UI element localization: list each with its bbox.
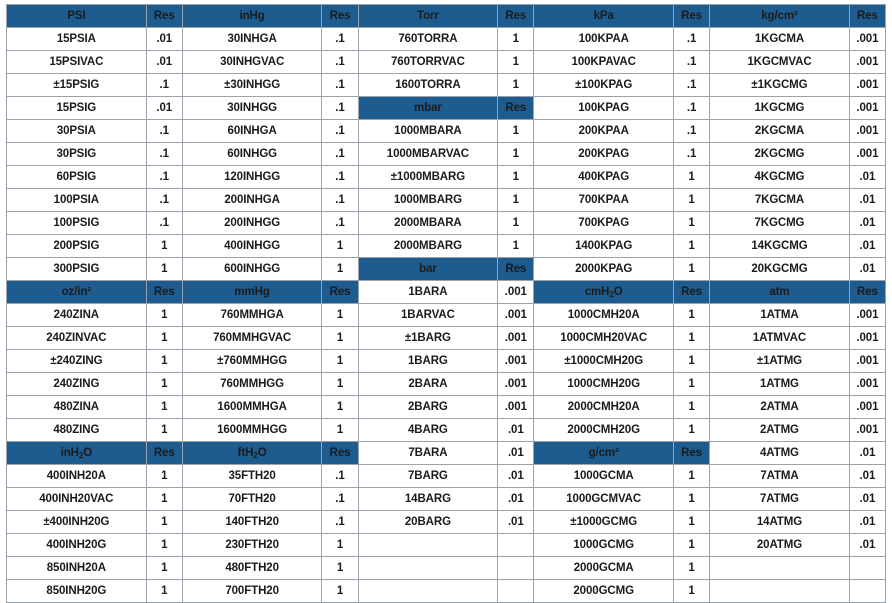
unit-code-cell: 1600MMHGA: [182, 396, 322, 419]
resolution-cell: 1: [674, 327, 710, 350]
resolution-cell: 1: [146, 373, 182, 396]
resolution-cell: .001: [849, 396, 885, 419]
unit-code-cell: ±1000MBARG: [358, 166, 498, 189]
resolution-cell: 1: [146, 419, 182, 442]
table-row: [7, 212, 886, 235]
resolution-cell: .1: [674, 143, 710, 166]
resolution-cell: .1: [322, 511, 358, 534]
resolution-cell: .01: [849, 258, 885, 281]
resolution-cell: 1: [322, 557, 358, 580]
column-group-header: cmH$_2$O: [534, 281, 674, 304]
empty-cell: [710, 580, 850, 603]
unit-code-cell: 70FTH20: [182, 488, 322, 511]
resolution-cell: 1: [322, 327, 358, 350]
unit-code-cell: 400INH20A: [7, 465, 147, 488]
resolution-cell: 1: [498, 74, 534, 97]
resolution-cell: .001: [849, 28, 885, 51]
resolution-cell: .1: [322, 189, 358, 212]
unit-code-cell: 7ATMA: [710, 465, 850, 488]
resolution-cell: .01: [849, 488, 885, 511]
empty-cell: [358, 534, 498, 557]
table-row: [7, 28, 886, 51]
table-row: [7, 534, 886, 557]
unit-code-cell: 200INHGG: [182, 212, 322, 235]
resolution-cell: 1: [322, 304, 358, 327]
column-group-header: inHg: [182, 5, 322, 28]
unit-code-cell: 14BARG: [358, 488, 498, 511]
column-group-header: bar: [358, 258, 498, 281]
resolution-cell: .1: [322, 120, 358, 143]
resolution-column-header: Res: [146, 5, 182, 28]
unit-code-cell: 120INHGG: [182, 166, 322, 189]
unit-code-cell: 200PSIG: [7, 235, 147, 258]
unit-code-cell: 1ATMG: [710, 373, 850, 396]
table-body: [7, 5, 886, 603]
table-row: [7, 166, 886, 189]
unit-code-cell: 240ZINVAC: [7, 327, 147, 350]
unit-code-cell: 400INHGG: [182, 235, 322, 258]
table-row: [7, 97, 886, 120]
resolution-cell: 1: [674, 534, 710, 557]
unit-code-cell: 15PSIVAC: [7, 51, 147, 74]
resolution-cell: 1: [674, 396, 710, 419]
resolution-cell: .1: [674, 28, 710, 51]
resolution-cell: .1: [322, 212, 358, 235]
table-row: [7, 327, 886, 350]
unit-code-cell: 1000CMH20VAC: [534, 327, 674, 350]
table-row: [7, 350, 886, 373]
resolution-cell: .1: [322, 143, 358, 166]
unit-code-cell: 1000GCMG: [534, 534, 674, 557]
empty-cell: [849, 557, 885, 580]
unit-code-cell: 4KGCMG: [710, 166, 850, 189]
table-row: [7, 373, 886, 396]
resolution-cell: .001: [498, 373, 534, 396]
resolution-cell: 1: [146, 580, 182, 603]
table-row: [7, 511, 886, 534]
resolution-cell: .01: [849, 511, 885, 534]
resolution-cell: 1: [498, 189, 534, 212]
table-row: [7, 120, 886, 143]
resolution-cell: .1: [322, 166, 358, 189]
unit-code-cell: 2BARG: [358, 396, 498, 419]
unit-code-cell: 2BARA: [358, 373, 498, 396]
unit-code-cell: ±1000GCMG: [534, 511, 674, 534]
resolution-cell: .001: [849, 373, 885, 396]
unit-code-cell: 1000MBARVAC: [358, 143, 498, 166]
resolution-cell: .01: [498, 465, 534, 488]
resolution-cell: 1: [674, 166, 710, 189]
unit-code-cell: 400INH20VAC: [7, 488, 147, 511]
resolution-cell: .01: [498, 442, 534, 465]
column-group-header: inH$_2$O: [7, 442, 147, 465]
resolution-cell: 1: [146, 557, 182, 580]
unit-code-cell: 1600TORRA: [358, 74, 498, 97]
unit-code-cell: 20KGCMG: [710, 258, 850, 281]
unit-code-cell: 760MMHGG: [182, 373, 322, 396]
unit-code-cell: 1000GCMVAC: [534, 488, 674, 511]
resolution-cell: 1: [674, 373, 710, 396]
unit-code-cell: 100PSIG: [7, 212, 147, 235]
unit-code-cell: ±400INH20G: [7, 511, 147, 534]
table-row: [7, 304, 886, 327]
resolution-cell: .001: [849, 304, 885, 327]
unit-code-cell: 4BARG: [358, 419, 498, 442]
pressure-units-table: [6, 4, 886, 603]
unit-code-cell: 1000CMH20G: [534, 373, 674, 396]
unit-code-cell: 760MMHGA: [182, 304, 322, 327]
unit-code-cell: 760TORRVAC: [358, 51, 498, 74]
unit-code-cell: 480ZINA: [7, 396, 147, 419]
resolution-cell: 1: [674, 212, 710, 235]
table-row: [7, 143, 886, 166]
resolution-cell: .1: [146, 143, 182, 166]
column-group-header: atm: [710, 281, 850, 304]
unit-code-cell: 1KGCMA: [710, 28, 850, 51]
resolution-cell: .01: [849, 189, 885, 212]
unit-code-cell: 760TORRA: [358, 28, 498, 51]
unit-code-cell: 60PSIG: [7, 166, 147, 189]
resolution-cell: .01: [498, 419, 534, 442]
resolution-cell: .001: [849, 74, 885, 97]
resolution-cell: 1: [498, 28, 534, 51]
resolution-column-header: Res: [674, 281, 710, 304]
unit-code-cell: 400INH20G: [7, 534, 147, 557]
resolution-cell: 1: [146, 511, 182, 534]
resolution-cell: 1: [674, 580, 710, 603]
unit-code-cell: 1000CMH20A: [534, 304, 674, 327]
resolution-cell: .1: [674, 97, 710, 120]
table-row: [7, 51, 886, 74]
unit-code-cell: 100KPAVAC: [534, 51, 674, 74]
resolution-cell: 1: [498, 143, 534, 166]
table-row: [7, 488, 886, 511]
resolution-cell: .01: [849, 235, 885, 258]
unit-code-cell: 30INHGA: [182, 28, 322, 51]
unit-code-cell: 7ATMG: [710, 488, 850, 511]
resolution-cell: .001: [849, 419, 885, 442]
resolution-cell: 1: [322, 534, 358, 557]
unit-code-cell: ±240ZING: [7, 350, 147, 373]
resolution-cell: .01: [849, 166, 885, 189]
column-group-header: mmHg: [182, 281, 322, 304]
resolution-cell: .1: [322, 488, 358, 511]
unit-code-cell: 2000MBARA: [358, 212, 498, 235]
resolution-cell: .001: [498, 327, 534, 350]
table-row: [7, 189, 886, 212]
unit-code-cell: 7BARG: [358, 465, 498, 488]
unit-code-cell: 15PSIA: [7, 28, 147, 51]
resolution-cell: 1: [498, 166, 534, 189]
unit-code-cell: 1600MMHGG: [182, 419, 322, 442]
unit-code-cell: 1ATMVAC: [710, 327, 850, 350]
unit-code-cell: 2000KPAG: [534, 258, 674, 281]
unit-code-cell: 480FTH20: [182, 557, 322, 580]
resolution-cell: 1: [674, 465, 710, 488]
resolution-cell: 1: [674, 350, 710, 373]
resolution-cell: .001: [849, 97, 885, 120]
column-group-header: ftH$_2$O: [182, 442, 322, 465]
resolution-column-header: Res: [498, 97, 534, 120]
column-group-header: kg/cm²: [710, 5, 850, 28]
unit-code-cell: 1000GCMA: [534, 465, 674, 488]
unit-code-cell: 7KGCMG: [710, 212, 850, 235]
unit-code-cell: 14ATMG: [710, 511, 850, 534]
unit-code-cell: 2000MBARG: [358, 235, 498, 258]
resolution-cell: .01: [146, 97, 182, 120]
unit-code-cell: 480ZING: [7, 419, 147, 442]
unit-code-cell: 2ATMA: [710, 396, 850, 419]
table-row: [7, 235, 886, 258]
unit-code-cell: 140FTH20: [182, 511, 322, 534]
unit-code-cell: 200KPAG: [534, 143, 674, 166]
resolution-cell: 1: [674, 189, 710, 212]
unit-code-cell: 1ATMA: [710, 304, 850, 327]
resolution-cell: .001: [849, 51, 885, 74]
resolution-column-header: Res: [498, 258, 534, 281]
unit-code-cell: 850INH20A: [7, 557, 147, 580]
resolution-column-header: Res: [498, 5, 534, 28]
resolution-cell: .001: [498, 396, 534, 419]
resolution-cell: 1: [322, 373, 358, 396]
resolution-cell: 1: [674, 557, 710, 580]
unit-code-cell: ±1ATMG: [710, 350, 850, 373]
table-row: [7, 557, 886, 580]
resolution-cell: .01: [849, 442, 885, 465]
resolution-cell: .1: [146, 74, 182, 97]
unit-code-cell: 700KPAA: [534, 189, 674, 212]
resolution-cell: .1: [674, 120, 710, 143]
unit-code-cell: 30PSIG: [7, 143, 147, 166]
table-row: [7, 465, 886, 488]
resolution-cell: .01: [849, 534, 885, 557]
unit-code-cell: 2000GCMA: [534, 557, 674, 580]
unit-code-cell: 300PSIG: [7, 258, 147, 281]
unit-code-cell: 200INHGA: [182, 189, 322, 212]
resolution-cell: .1: [322, 74, 358, 97]
resolution-cell: 1: [322, 396, 358, 419]
unit-code-cell: 1000MBARA: [358, 120, 498, 143]
column-group-header: mbar: [358, 97, 498, 120]
resolution-cell: 1: [322, 419, 358, 442]
resolution-column-header: Res: [146, 281, 182, 304]
unit-code-cell: 1BARA: [358, 281, 498, 304]
unit-code-cell: 600INHGG: [182, 258, 322, 281]
unit-code-cell: 230FTH20: [182, 534, 322, 557]
resolution-cell: .001: [849, 327, 885, 350]
empty-cell: [498, 580, 534, 603]
unit-code-cell: 7KGCMA: [710, 189, 850, 212]
unit-code-cell: 400KPAG: [534, 166, 674, 189]
unit-code-cell: 850INH20G: [7, 580, 147, 603]
unit-code-cell: 100KPAA: [534, 28, 674, 51]
resolution-cell: 1: [146, 258, 182, 281]
table-row: [7, 258, 886, 281]
unit-code-cell: 20BARG: [358, 511, 498, 534]
table-row: [7, 396, 886, 419]
column-group-header: PSI: [7, 5, 147, 28]
unit-code-cell: 1000MBARG: [358, 189, 498, 212]
unit-code-cell: 100KPAG: [534, 97, 674, 120]
resolution-cell: 1: [146, 488, 182, 511]
unit-code-cell: 1KGCMVAC: [710, 51, 850, 74]
resolution-cell: .01: [146, 28, 182, 51]
resolution-cell: .001: [498, 350, 534, 373]
resolution-cell: .1: [146, 212, 182, 235]
table-row: [7, 419, 886, 442]
empty-cell: [358, 580, 498, 603]
resolution-column-header: Res: [322, 442, 358, 465]
unit-code-cell: ±100KPAG: [534, 74, 674, 97]
resolution-cell: 1: [322, 235, 358, 258]
resolution-cell: 1: [674, 419, 710, 442]
resolution-cell: 1: [674, 511, 710, 534]
resolution-cell: 1: [498, 212, 534, 235]
unit-code-cell: 240ZINA: [7, 304, 147, 327]
resolution-cell: .001: [498, 281, 534, 304]
resolution-cell: 1: [674, 258, 710, 281]
unit-code-cell: 30INHGVAC: [182, 51, 322, 74]
resolution-cell: .01: [498, 488, 534, 511]
column-group-header: oz/in²: [7, 281, 147, 304]
unit-code-cell: 30INHGG: [182, 97, 322, 120]
unit-code-cell: ±1BARG: [358, 327, 498, 350]
resolution-cell: .1: [674, 51, 710, 74]
column-group-header: g/cm²: [534, 442, 674, 465]
unit-code-cell: 20ATMG: [710, 534, 850, 557]
unit-code-cell: 700KPAG: [534, 212, 674, 235]
resolution-cell: 1: [146, 350, 182, 373]
resolution-cell: 1: [674, 235, 710, 258]
unit-code-cell: ±1000CMH20G: [534, 350, 674, 373]
unit-code-cell: 2KGCMA: [710, 120, 850, 143]
resolution-cell: .001: [849, 143, 885, 166]
empty-cell: [358, 557, 498, 580]
unit-code-cell: ±1KGCMG: [710, 74, 850, 97]
resolution-cell: 1: [674, 488, 710, 511]
unit-code-cell: 1KGCMG: [710, 97, 850, 120]
resolution-cell: 1: [146, 304, 182, 327]
resolution-cell: .001: [849, 350, 885, 373]
table-row: [7, 5, 886, 28]
unit-code-cell: 2KGCMG: [710, 143, 850, 166]
table-row: [7, 74, 886, 97]
resolution-column-header: Res: [322, 281, 358, 304]
resolution-cell: 1: [146, 327, 182, 350]
table-row: [7, 281, 886, 304]
unit-code-cell: 240ZING: [7, 373, 147, 396]
unit-code-cell: 35FTH20: [182, 465, 322, 488]
unit-code-cell: 14KGCMG: [710, 235, 850, 258]
resolution-cell: 1: [146, 396, 182, 419]
unit-code-cell: 4ATMG: [710, 442, 850, 465]
resolution-column-header: Res: [674, 5, 710, 28]
unit-code-cell: 30PSIA: [7, 120, 147, 143]
resolution-cell: 1: [322, 350, 358, 373]
resolution-cell: .01: [146, 51, 182, 74]
resolution-cell: 1: [322, 580, 358, 603]
resolution-column-header: Res: [674, 442, 710, 465]
resolution-column-header: Res: [146, 442, 182, 465]
unit-code-cell: 1BARVAC: [358, 304, 498, 327]
resolution-cell: 1: [674, 304, 710, 327]
resolution-cell: .1: [322, 28, 358, 51]
resolution-cell: .1: [322, 465, 358, 488]
resolution-cell: .001: [849, 120, 885, 143]
resolution-cell: .1: [322, 51, 358, 74]
unit-code-cell: 1BARG: [358, 350, 498, 373]
unit-code-cell: 2000CMH20G: [534, 419, 674, 442]
empty-cell: [849, 580, 885, 603]
resolution-cell: .001: [498, 304, 534, 327]
resolution-column-header: Res: [849, 5, 885, 28]
resolution-cell: .01: [849, 212, 885, 235]
unit-code-cell: 60INHGG: [182, 143, 322, 166]
unit-code-cell: 700FTH20: [182, 580, 322, 603]
unit-code-cell: 200KPAA: [534, 120, 674, 143]
unit-code-cell: 60INHGA: [182, 120, 322, 143]
column-group-header: kPa: [534, 5, 674, 28]
resolution-cell: .1: [146, 189, 182, 212]
empty-cell: [710, 557, 850, 580]
resolution-cell: .1: [146, 166, 182, 189]
unit-code-cell: ±15PSIG: [7, 74, 147, 97]
column-group-header: Torr: [358, 5, 498, 28]
unit-code-cell: 2000CMH20A: [534, 396, 674, 419]
unit-code-cell: 1400KPAG: [534, 235, 674, 258]
resolution-cell: 1: [498, 51, 534, 74]
unit-code-cell: 15PSIG: [7, 97, 147, 120]
resolution-column-header: Res: [849, 281, 885, 304]
table-row: [7, 442, 886, 465]
resolution-cell: 1: [498, 235, 534, 258]
unit-code-cell: 7BARA: [358, 442, 498, 465]
empty-cell: [498, 534, 534, 557]
empty-cell: [498, 557, 534, 580]
resolution-cell: .01: [498, 511, 534, 534]
table-row: [7, 580, 886, 603]
unit-code-cell: 2ATMG: [710, 419, 850, 442]
resolution-cell: 1: [146, 465, 182, 488]
resolution-cell: .1: [674, 74, 710, 97]
unit-code-cell: ±30INHGG: [182, 74, 322, 97]
resolution-column-header: Res: [322, 5, 358, 28]
resolution-cell: .01: [849, 465, 885, 488]
resolution-cell: .1: [322, 97, 358, 120]
unit-code-cell: ±760MMHGG: [182, 350, 322, 373]
resolution-cell: 1: [498, 120, 534, 143]
resolution-cell: 1: [146, 534, 182, 557]
resolution-cell: .1: [146, 120, 182, 143]
unit-code-cell: 2000GCMG: [534, 580, 674, 603]
resolution-cell: 1: [322, 258, 358, 281]
unit-code-cell: 760MMHGVAC: [182, 327, 322, 350]
resolution-cell: 1: [146, 235, 182, 258]
unit-code-cell: 100PSIA: [7, 189, 147, 212]
